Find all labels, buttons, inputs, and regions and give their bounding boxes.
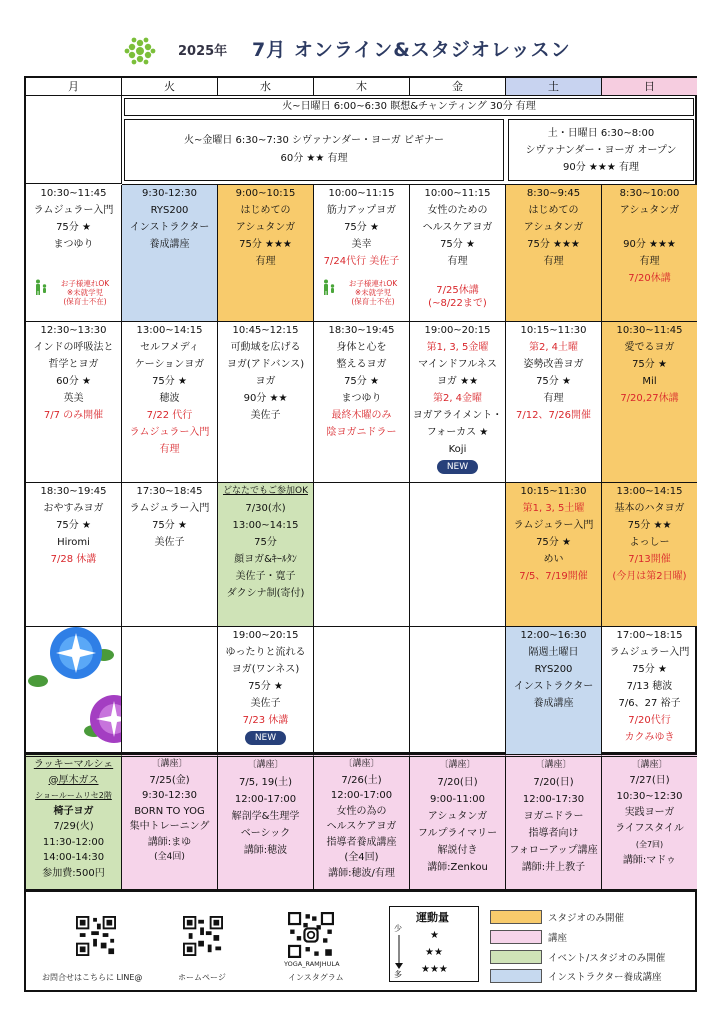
legend-label-event: イベント/スタジオのみ開催 [548,953,666,964]
lesson-text-line: 7/5, 19(土) [239,777,292,788]
lesson-text-line: 指導者向け [528,828,579,839]
lesson-text-line: ライフスタイル [615,823,684,834]
lesson-text-line: 7/20(日) [533,777,574,788]
lesson-text-line: 7/25休講 [436,285,479,296]
lesson-text-line: 10:30~12:30 [616,791,683,802]
lesson-thu-2 [314,322,410,483]
lesson-text-line: 美幸 [351,239,372,250]
workshop-fri [410,754,506,890]
lesson-text-line: RYS200 [534,664,573,675]
intensity-high: 多 [394,970,402,979]
lesson-sun-3 [602,483,697,627]
lesson-text-line: 7/20,27休講 [620,393,679,404]
lesson-text-line: 身体と心を [336,342,387,353]
lesson-text-line: 7/29(火) [53,821,94,832]
lesson-text-line: 7/13 穂波 [626,681,673,692]
lesson-text-line: 美佐子 [250,698,281,709]
lesson-text-line: (保育士不在) [63,297,107,306]
legend-swatch-event [490,950,542,964]
lesson-text-line: ※未就学児 [66,288,104,297]
lesson-text-line: 愛でるヨガ [624,342,675,353]
lesson-text-line: 〔講座〕 [247,760,284,770]
lesson-text-line: 有理 [639,256,660,267]
lesson-text-line: 75分 ★ [344,376,379,387]
lesson-text-line: 美佐子・寛子 [235,571,296,582]
weekend-banner-line1: 土・日曜日 6:30~8:00 [547,128,655,139]
lesson-text-line: 90分 ★★★ [623,239,676,250]
lesson-fri-1 [410,185,506,322]
lesson-text-line: ヨガ [255,376,276,387]
lesson-text-line: ラムジュラー入門 [129,503,210,514]
lesson-text-line: 75分 ★ [152,520,187,531]
lesson-text-line: 8:30~9:45 [526,188,581,199]
day-header-wed: 水 [218,78,314,96]
lesson-text-line: ※未就学児 [354,288,392,297]
lesson-text-line: おやすみヨガ [43,503,104,514]
lesson-text-line: ヨガニドラー [523,811,584,822]
lesson-text-line: インストラクター [129,222,210,233]
lesson-text-line: 椅子ヨガ [53,805,94,817]
weekday-banner [124,119,504,181]
lesson-text-line: 12:00-17:00 [234,794,297,805]
lesson-text-line: 10:30~11:45 [40,188,107,199]
lesson-text-line: 75分 ★★★ [527,239,580,250]
lesson-text-line: 美佐子 [154,537,185,548]
lesson-wed-4 [218,627,314,754]
lesson-text-line: アシュタンガ [619,205,680,216]
lesson-text-line: 〔講座〕 [439,760,476,770]
lesson-text-line: 18:30~19:45 [40,486,107,497]
lesson-text-line: 美佐子 [250,410,281,421]
empty-cell [410,627,506,754]
schedule-table [24,76,697,754]
lesson-mon-1 [26,185,122,322]
workshop-sat [506,754,602,890]
lesson-text-line: ヘルスケアヨガ [326,821,397,832]
page-title: 7月 オンライン&スタジオレッスン [252,39,571,61]
lesson-text-line: 講師:Zenkou [427,862,488,873]
parent-child-icon [34,279,48,295]
lesson-text-line: お子様連れOK [348,279,398,288]
lesson-text-line: 9:30-12:30 [142,188,197,199]
lesson-text-line: 7/13開催 [628,554,671,565]
lesson-text-line: ラムジュラー入門 [129,427,210,438]
lesson-text-line: 7/5、7/19開催 [519,571,588,582]
intensity-star-1: ★ [430,930,439,941]
instagram-qr-code[interactable] [288,912,334,958]
lesson-text-line: ヨガ(ワンネス) [231,664,300,675]
lesson-text-line: 7/26(土) [341,774,382,786]
lesson-text-line: Koji [448,444,467,455]
mon-banner-empty [26,96,122,184]
lesson-text-line: 有理 [543,393,564,404]
kids-note [50,279,120,306]
day-header-sat: 土 [506,78,602,96]
lesson-text-line: 7/28 休講 [50,554,97,565]
lesson-text-line: はじめての [528,205,579,216]
workshops-row [24,754,697,892]
meditation-banner: 火~日曜日 6:00~6:30 瞑想&チャンティング 30分 有理 [124,98,694,116]
workshop-thu [314,754,410,890]
lesson-text-line: 9:00~10:15 [235,188,296,199]
morning-glory-illustration [26,627,122,753]
lesson-text-line: ヨガ(アドバンス) [226,359,305,370]
lesson-text-line: インストラクター [513,681,594,692]
lesson-text-line: 女性のための [427,205,488,216]
lesson-text-line: 隔週土曜日 [528,647,579,658]
lesson-mon-2 [26,322,122,483]
lesson-text-line: ラムジュラー入門 [33,205,114,216]
instagram-qr-label: インスタグラム [288,973,344,982]
lesson-text-line: 整えるヨガ [336,359,387,370]
intensity-title: 運動量 [416,911,449,924]
lesson-text-line: めい [543,554,564,565]
lesson-tue-3 [122,483,218,627]
lesson-text-line: 10:00~11:15 [328,188,395,199]
lesson-text-line: 有理 [543,256,564,267]
lesson-text-line: フォローアップ講座 [509,845,598,856]
lesson-text-line: 90分 ★★ [243,393,288,404]
lesson-text-line: 穂波 [159,393,180,404]
lesson-text-line: 75分 ★ [344,222,379,233]
lesson-text-line: 17:00~18:15 [616,630,683,641]
lesson-text-line: 9:30-12:30 [142,790,197,801]
lesson-wed-1 [218,185,314,322]
lesson-text-line: 75分 ★ [56,222,91,233]
lesson-text-line: インドの呼吸法と [33,342,114,353]
lesson-text-line: 75分 ★ [536,376,571,387]
lesson-thu-1 [314,185,410,322]
lesson-text-line: 有理 [159,444,180,455]
instagram-handle: YOGA_RAMJHULA [284,960,340,968]
day-header-tue: 火 [122,78,218,96]
lesson-text-line: 講師:井上教子 [521,862,586,873]
lesson-text-line: 7/7 のみ開催 [43,410,104,421]
lesson-text-line: (全4回) [344,852,379,863]
lesson-text-line: 75分 ★ [440,239,475,250]
lesson-text-line: 第2, 4土曜 [528,342,579,353]
lesson-text-line: (保育士不在) [351,297,395,306]
lesson-text-line: ヨガアライメント・ [412,410,503,421]
lesson-sun-1 [602,185,697,322]
lesson-text-line: フォーカス ★ [426,427,489,438]
lesson-wed-3 [218,483,314,627]
lesson-text-line: Hiromi [57,537,90,548]
lesson-text-line: 参加費:500円 [42,867,105,879]
lesson-text-line: アシュタンガ [427,811,488,822]
lesson-sat-3 [506,483,602,627]
morning-glory-cell [26,627,122,754]
lesson-text-line: (全7回) [635,840,664,849]
lesson-text-line: まつゆり [341,393,382,404]
lesson-sat-4 [506,627,602,754]
legend-swatch-studio [490,910,542,924]
lesson-text-line: 10:45~12:15 [232,325,299,336]
lesson-text-line: ラッキーマルシェ [33,759,114,770]
lesson-text-line: まつゆり [53,239,94,250]
intensity-star-3: ★★★ [421,964,448,975]
day-header-mon: 月 [26,78,122,96]
weekend-banner [508,119,694,181]
legend-label-workshop: 講座 [548,933,568,944]
lesson-text-line: 〔講座〕 [151,759,188,769]
new-badge: NEW [245,731,286,745]
lesson-text-line: 10:15~11:30 [520,325,587,336]
lesson-text-line: 7/6、27 裕子 [618,698,681,709]
line-qr-label: お問合せはこちらに LINE@ [42,973,143,982]
lesson-text-line: 7/24代行 美佐子 [323,256,400,267]
homepage-qr-code[interactable] [183,916,223,956]
lesson-text-line: 7/23 休講 [242,715,289,726]
event-mon [26,754,122,890]
lesson-text-line: 18:30~19:45 [328,325,395,336]
day-header-sun: 日 [602,78,697,96]
lesson-text-line: 最終木曜のみ [331,410,392,421]
lesson-text-line: 13:00~14:15 [136,325,203,336]
lesson-text-line: 指導者養成講座 [326,836,397,848]
new-badge: NEW [437,460,478,474]
workshop-tue [122,754,218,890]
lesson-text-line: カクみゆき [624,732,675,743]
weekend-banner-line3: 90分 ★★★ 有理 [563,162,639,173]
legend-label-training: インストラクター養成講座 [548,972,662,983]
lesson-text-line: 7/22 代行 [146,410,193,421]
lesson-text-line: 講師:まゆ [147,836,192,848]
lesson-text-line: 75分 ★ [248,681,283,692]
weekend-banner-line2: シヴァナンダー・ヨーガ オープン [525,145,677,156]
lesson-text-line: 8:30~10:00 [619,188,680,199]
lesson-text-line: どなたでもご参加OK [223,486,308,496]
lesson-text-line: 7/25(金) [149,774,190,786]
lesson-text-line: 75分 ★ [56,520,91,531]
lesson-sat-2 [506,322,602,483]
lesson-text-line: 75分 ★★ [627,520,672,531]
day-header-thu: 木 [314,78,410,96]
lesson-text-line: (全4回) [154,852,185,862]
empty-cell [314,627,410,754]
intensity-low: 少 [394,924,402,933]
lesson-text-line: 14:00-14:30 [42,852,105,863]
lesson-text-line: 陰ヨガニドラー [326,427,397,438]
intensity-arrow-icon [395,935,403,969]
lesson-sun-4 [602,627,697,754]
lesson-text-line: 〔講座〕 [343,759,380,769]
lesson-text-line: 筋力アップヨガ [326,205,397,216]
lesson-text-line: 解説付き [437,845,478,856]
flower-logo-icon [123,36,157,66]
legend-label-studio: スタジオのみ開催 [548,913,625,924]
lesson-text-line: 女性の為の [336,805,387,817]
workshop-sun [602,754,697,890]
lesson-text-line: 13:00~14:15 [232,520,299,531]
lesson-text-line: 75分 [254,537,277,548]
lesson-text-line: Mil [642,376,657,387]
lesson-text-line: 75分 ★ [632,664,667,675]
lesson-text-line: ヨガ ★★ [436,376,479,387]
lesson-text-line: 英美 [63,393,84,404]
title-year: 2025年 [178,44,228,59]
lesson-text-line: 7/20代行 [628,715,671,726]
lesson-text-line: 19:00~20:15 [424,325,491,336]
lesson-text-line: 可動域を広げる [230,342,301,353]
lesson-text-line: ゆったりと流れる [225,647,306,658]
empty-cell [314,483,410,627]
lesson-text-line: 集中トレーニング [129,821,210,832]
lesson-text-line: お子様連れOK [60,279,110,288]
lesson-text-line: 有理 [447,256,468,267]
lesson-text-line: 19:00~20:15 [232,630,299,641]
lesson-text-line: 哲学とヨガ [48,359,99,370]
lesson-text-line: 姿勢改善ヨガ [523,359,584,370]
lesson-sat-1 [506,185,602,322]
lesson-text-line: 12:00-17:00 [330,790,393,801]
lesson-text-line: @厚木ガス [48,774,99,786]
lesson-text-line: 有理 [255,256,276,267]
lesson-text-line: ラムジュラー入門 [513,520,594,531]
lesson-text-line: 7/30(水) [245,503,286,514]
day-header-fri: 金 [410,78,506,96]
lesson-text-line: よっしー [629,537,670,548]
lesson-text-line: 12:00~16:30 [520,630,587,641]
lesson-text-line: 顔ヨガ&ｷｰﾙﾀﾝ [234,554,297,565]
lesson-mon-3 [26,483,122,627]
lesson-fri-2 [410,322,506,483]
lesson-text-line: ケーションヨガ [134,359,205,370]
lesson-text-line: 実践ヨーガ [624,807,675,818]
lesson-text-line: 基本のハタヨガ [614,503,685,514]
lesson-text-line: 講師:マドゥ [622,855,677,866]
lesson-wed-2 [218,322,314,483]
lesson-text-line: 第2, 4金曜 [432,393,483,404]
lesson-text-line: 60分 ★ [56,376,91,387]
lesson-text-line: はじめての [240,205,291,216]
lesson-text-line: 12:00-17:30 [522,794,585,805]
lesson-text-line: 11:30-12:00 [42,836,105,848]
lesson-text-line: アシュタンガ [523,222,584,233]
lesson-text-line: 第1, 3, 5金曜 [426,342,489,353]
workshop-wed [218,754,314,890]
lesson-text-line: 75分 ★ [152,376,187,387]
lesson-text-line: 10:30~11:45 [616,325,683,336]
lesson-tue-1 [122,185,218,322]
kids-note [338,279,408,306]
lesson-text-line: アシュタンガ [235,222,296,233]
lesson-text-line: 75分 ★ [632,359,667,370]
lesson-text-line: ショールームリセ2階 [35,791,112,800]
lesson-text-line: 9:00-11:00 [430,794,485,805]
legend-swatch-training [490,969,542,983]
lesson-text-line: 養成講座 [533,698,574,709]
lesson-text-line: ダクシナ制(寄付) [226,588,305,599]
empty-cell [122,627,218,754]
lesson-text-line: マインドフルネス [418,359,497,370]
intensity-star-2: ★★ [425,947,443,958]
parent-child-icon [322,279,336,295]
empty-cell [410,483,506,627]
lesson-text-line: 10:00~11:15 [424,188,491,199]
lesson-text-line: フルプライマリー [417,828,498,839]
lesson-text-line: 養成講座 [149,239,190,250]
lesson-text-line: 〔講座〕 [631,760,668,770]
line-qr-code[interactable] [76,916,116,956]
lesson-sun-2 [602,322,697,483]
lesson-text-line: ラムジュラー入門 [609,647,690,658]
lesson-text-line: 75分 ★ [536,537,571,548]
lesson-text-line: セルフメディ [140,342,199,353]
lesson-text-line: 〔講座〕 [535,760,572,770]
lesson-text-line: 75分 ★★★ [239,239,292,250]
lesson-text-line: 講師:穂波/有理 [328,867,395,879]
lesson-text-line: BORN TO YOG [134,805,205,817]
lesson-text-line: ベーシック [240,828,291,839]
legend-swatch-workshop [490,930,542,944]
homepage-qr-label: ホームページ [178,973,226,982]
lesson-text-line: 12:30~13:30 [40,325,107,336]
intensity-legend [389,906,479,982]
lesson-text-line: 7/27(日) [629,775,670,786]
weekday-banner-line2: 60分 ★★ 有理 [280,153,348,164]
lesson-tue-2 [122,322,218,483]
lesson-text-line: (~8/22まで) [428,298,487,309]
lesson-text-line: 7/12、7/26開催 [516,410,591,421]
lesson-text-line: RYS200 [150,205,189,216]
lesson-text-line: 13:00~14:15 [616,486,683,497]
legend-footer [24,892,697,992]
lesson-text-line: 解剖学&生理学 [231,811,300,822]
lesson-text-line: ヘルスケアヨガ [422,222,493,233]
lesson-text-line: (今月は第2日曜) [612,571,687,582]
weekday-banner-line1: 火~金曜日 6:30~7:30 シヴァナンダー・ヨーガ ビギナー [183,135,444,146]
lesson-text-line: 第1, 3, 5土曜 [522,503,585,514]
lesson-text-line: 講師:穂波 [243,845,288,856]
lesson-text-line: 7/20(日) [437,777,478,788]
lesson-text-line: 17:30~18:45 [136,486,203,497]
lesson-text-line: 7/20休講 [628,273,671,284]
lesson-text-line: 10:15~11:30 [520,486,587,497]
